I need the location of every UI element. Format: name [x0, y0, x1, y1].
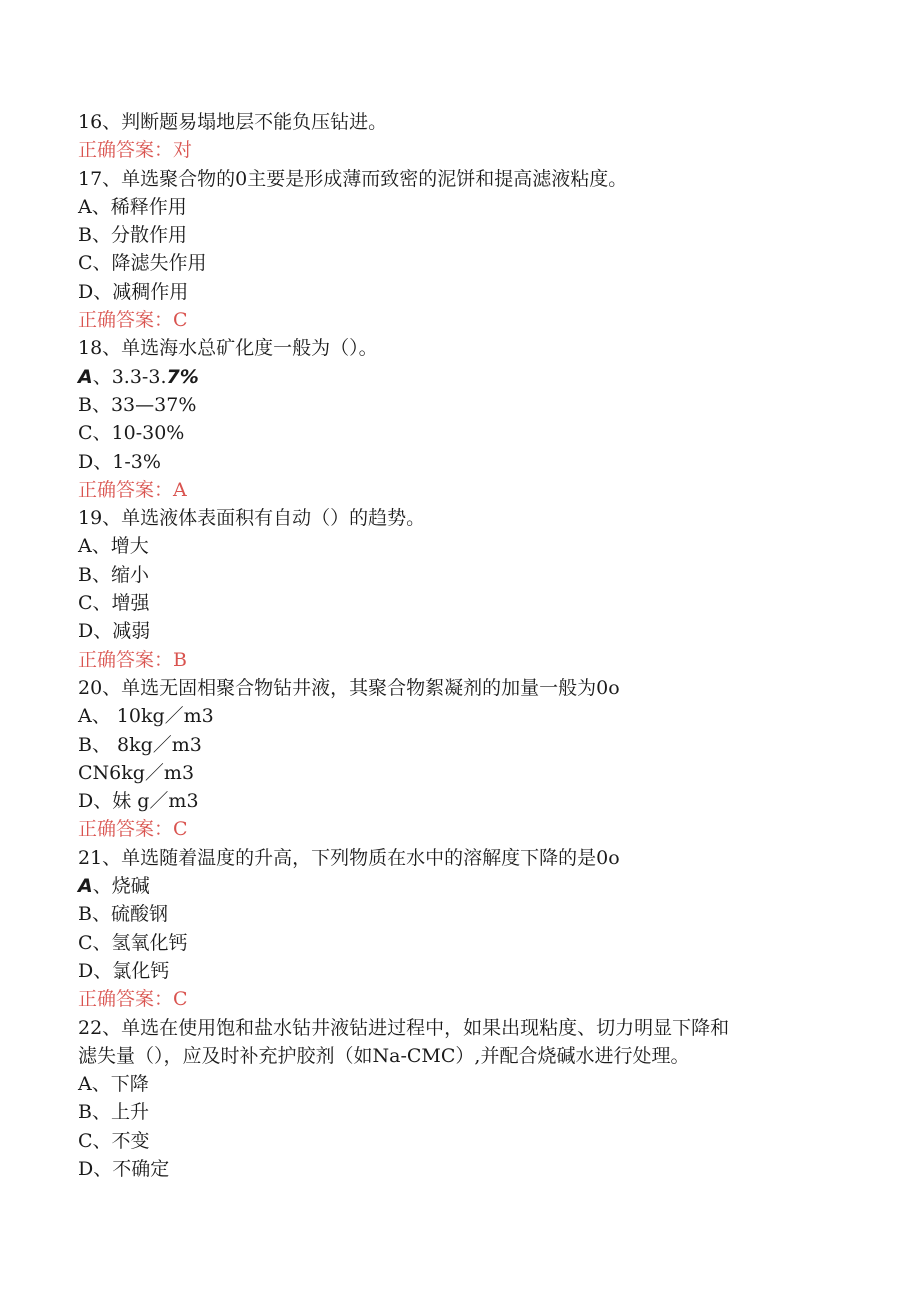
- option-17-d: D、减稠作用: [78, 280, 189, 303]
- option-18-a: [0, 363, 920, 391]
- question-17: 17、单选聚合物的0主要是形成薄而致密的泥饼和提高滤液粘度。: [78, 167, 628, 190]
- option-19-a: A、增大: [78, 535, 149, 558]
- question-19: 19、单选液体表面积有自动（）的趋势。: [78, 507, 426, 530]
- option-20-c: CN6kg／m3: [78, 761, 195, 784]
- answer-label: 正确答案：: [78, 139, 174, 162]
- answer-17: [0, 306, 920, 334]
- answer-label: 正确答案：: [78, 988, 174, 1011]
- option-22-c: C、不变: [78, 1129, 150, 1152]
- answer-label: 正确答案：: [78, 818, 174, 841]
- option-22-d: D、不确定: [78, 1157, 170, 1180]
- question-20: 20、单选无固相聚合物钻井液，其聚合物絮凝剂的加量一般为0o: [78, 676, 620, 699]
- question-16: 16、判断题易塌地层不能负压钻进。: [78, 111, 388, 133]
- option-letter: A: [78, 365, 93, 388]
- answer-label: 正确答案：: [78, 478, 174, 501]
- option-21-d: D、氯化钙: [78, 959, 170, 982]
- option-21-b: B、硫酸钢: [78, 903, 168, 926]
- option-text-italic: 7%: [166, 365, 199, 388]
- answer-16: [0, 136, 920, 164]
- option-18-b: B、33—37%: [78, 393, 197, 416]
- option-17-a: A、稀释作用: [78, 195, 187, 218]
- question-22-line-2: 滤失量（），应及时补充护胶剂（如Na-CMC）,并配合烧碱水进行处理。: [78, 1044, 690, 1067]
- answer-label: 正确答案：: [78, 648, 174, 671]
- option-20-b: B、 8kg／m3: [78, 733, 202, 756]
- option-19-d: D、减弱: [78, 620, 151, 643]
- answer-20: [0, 815, 920, 843]
- option-17-c: C、降滤失作用: [78, 252, 207, 275]
- option-18-c: C、10-30%: [78, 422, 185, 445]
- document-page: [0, 108, 920, 1183]
- answer-18: [0, 476, 920, 504]
- answer-value: C: [173, 309, 188, 332]
- option-20-d: D、妹 g／m3: [78, 790, 199, 813]
- option-19-b: B、缩小: [78, 563, 149, 586]
- option-text: 、3.3-3.: [92, 365, 167, 388]
- option-18-d: D、1-3%: [78, 450, 161, 473]
- option-letter: A: [78, 875, 93, 898]
- answer-value: C: [173, 818, 188, 841]
- answer-label: 正确答案：: [78, 309, 174, 332]
- answer-19: [0, 646, 920, 674]
- option-17-b: B、分散作用: [78, 224, 187, 247]
- question-21: 21、单选随着温度的升高，下列物质在水中的溶解度下降的是0o: [78, 846, 620, 869]
- answer-21: [0, 985, 920, 1013]
- option-22-a: A、下降: [78, 1073, 149, 1096]
- question-18: 18、单选海水总矿化度一般为（）。: [78, 337, 378, 360]
- option-21-a: [0, 872, 920, 900]
- option-20-a: A、 10kg／m3: [78, 705, 214, 728]
- option-22-b: B、上升: [78, 1101, 149, 1124]
- answer-value: A: [173, 478, 187, 501]
- answer-value: 对: [173, 139, 193, 162]
- answer-value: B: [173, 648, 187, 671]
- option-text: 、烧碱: [92, 875, 150, 898]
- option-19-c: C、增强: [78, 592, 150, 615]
- answer-value: C: [173, 988, 188, 1011]
- option-21-c: C、氢氧化钙: [78, 931, 188, 954]
- question-22-line-1: 22、单选在使用饱和盐水钻井液钻进过程中，如果出现粘度、切力明显下降和: [78, 1016, 730, 1039]
